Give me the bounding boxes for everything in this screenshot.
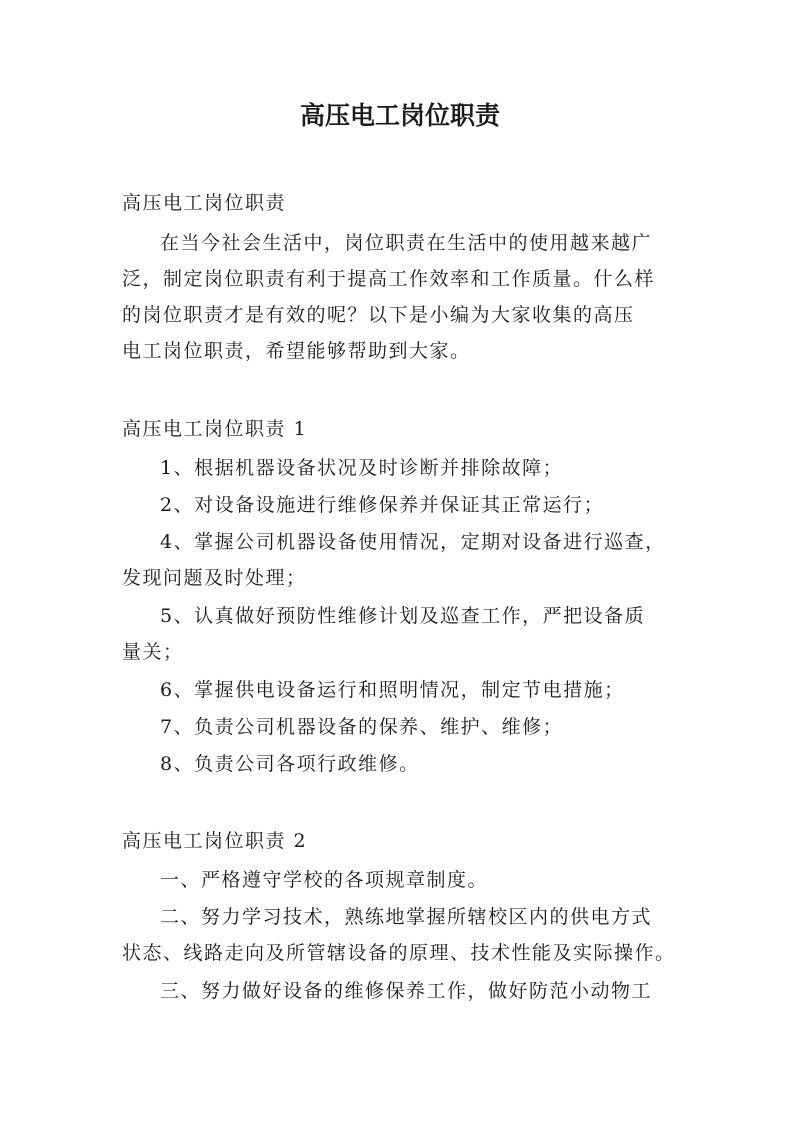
- list-item-continuation: 量关；: [122, 641, 184, 663]
- list-item: 2、对设备设施进行维修保养并保证其正常运行；: [160, 494, 605, 516]
- document-title: 高压电工岗位职责: [299, 101, 500, 130]
- section-heading-2: 高压电工岗位职责 2: [122, 830, 308, 852]
- section-heading-1: 高压电工岗位职责 1: [122, 418, 308, 440]
- section-heading-intro: 高压电工岗位职责: [122, 192, 287, 214]
- list-item-continuation: 状态、线路走向及所管辖设备的原理、技术性能及实际操作。: [122, 942, 676, 964]
- paragraph-line: 的岗位职责才是有效的呢？以下是小编为大家收集的高压: [122, 304, 635, 326]
- list-item: 三、努力做好设备的维修保养工作，做好防范小动物工: [160, 980, 653, 1002]
- list-item: 4、掌握公司机器设备使用情况，定期对设备进行巡查，: [160, 531, 666, 553]
- list-item-continuation: 发现问题及时处理；: [122, 567, 307, 589]
- list-item: 一、严格遵守学校的各项规章制度。: [160, 869, 489, 891]
- paragraph-line: 泛，制定岗位职责有利于提高工作效率和工作质量。什么样: [122, 268, 656, 290]
- list-item: 7、负责公司机器设备的保养、维护、维修；: [160, 716, 564, 738]
- list-item: 1、根据机器设备状况及时诊断并排除故障；: [160, 457, 564, 479]
- paragraph-line: 电工岗位职责，希望能够帮助到大家。: [122, 340, 471, 362]
- list-item: 6、掌握供电设备运行和照明情况，制定节电措施；: [160, 679, 625, 701]
- list-item: 5、认真做好预防性维修计划及巡查工作，严把设备质: [160, 605, 646, 627]
- list-item: 8、负责公司各项行政维修。: [160, 753, 420, 775]
- paragraph-line: 在当今社会生活中，岗位职责在生活中的使用越来越广: [160, 232, 653, 254]
- list-item: 二、努力学习技术，熟练地掌握所辖校区内的供电方式: [160, 906, 653, 928]
